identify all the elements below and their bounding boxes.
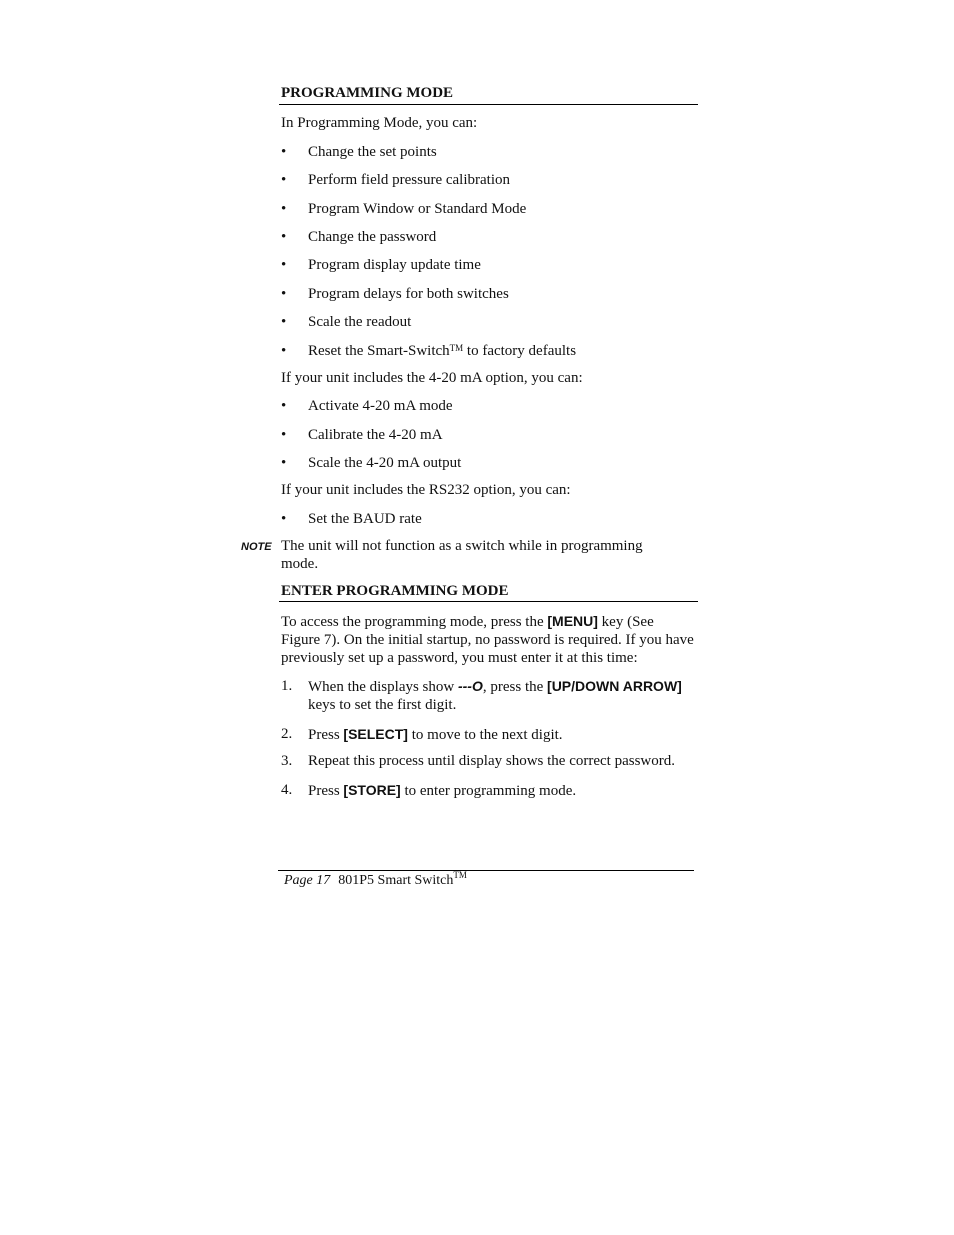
step-item: 2. Press [SELECT] to move to the next digit. xyxy=(281,726,563,743)
page-number: Page 17 xyxy=(284,873,331,888)
step-item: 3. Repeat this process until display shows the correct password. xyxy=(281,753,676,769)
bullet-item: • Scale the readout xyxy=(281,314,412,330)
section-heading-programming-mode: PROGRAMMING MODE xyxy=(281,85,454,101)
note-text: The unit will not function as a switch while in programming mode. xyxy=(281,538,643,572)
bullet-item: • Activate 4-20 mA mode xyxy=(281,398,453,414)
menu-key: [MENU] xyxy=(547,613,598,629)
bullet-item: • Program delays for both switches xyxy=(281,286,509,302)
intro-text: In Programming Mode, you can: xyxy=(281,115,478,131)
select-key: [SELECT] xyxy=(343,726,408,742)
trademark-mark: TM xyxy=(449,343,464,353)
section-heading-enter-programming-mode: ENTER PROGRAMMING MODE xyxy=(281,583,509,599)
store-key: [STORE] xyxy=(343,782,401,798)
step-item: 1. When the displays show ---O, press the [UP/DOWN ARROW] keys to set the first digit. xyxy=(281,678,682,713)
manual-title: 801P5 Smart Switch xyxy=(338,873,454,888)
heading-rule xyxy=(279,601,698,602)
bullet-item: • Set the BAUD rate xyxy=(281,511,422,527)
heading-rule xyxy=(279,104,698,105)
ma-intro-text: If your unit includes the 4-20 mA option, you can: xyxy=(281,370,583,386)
bullet-item: • Scale the 4-20 mA output xyxy=(281,455,462,471)
note-label: NOTE xyxy=(241,541,272,553)
page-footer xyxy=(284,870,467,889)
bullet-item: • Calibrate the 4-20 mA xyxy=(281,427,443,443)
footer-rule xyxy=(278,870,694,871)
rs-intro-text: If your unit includes the RS232 option, you can: xyxy=(281,482,571,498)
step-item: 4. Press [STORE] to enter programming mode. xyxy=(281,782,577,799)
access-paragraph: To access the programming mode, press the [MENU] key (See Figure 7). On the initial startup, no password is required. If you have previously set up a password, you must enter it at this time: xyxy=(281,613,694,666)
bullet-item: • Program Window or Standard Mode xyxy=(281,201,527,217)
up-down-arrow-key: [UP/DOWN ARROW] xyxy=(547,678,682,694)
display-code: ---O xyxy=(457,678,483,694)
bullet-item: • Program display update time xyxy=(281,257,481,273)
bullet-item: • Change the password xyxy=(281,229,437,245)
bullet-item: • Perform field pressure calibration xyxy=(281,172,511,188)
bullet-item: • Reset the Smart-Switch™ to factory defaults xyxy=(281,343,577,359)
trademark-mark: TM xyxy=(453,870,467,880)
bullet-item: • Change the set points xyxy=(281,144,437,160)
